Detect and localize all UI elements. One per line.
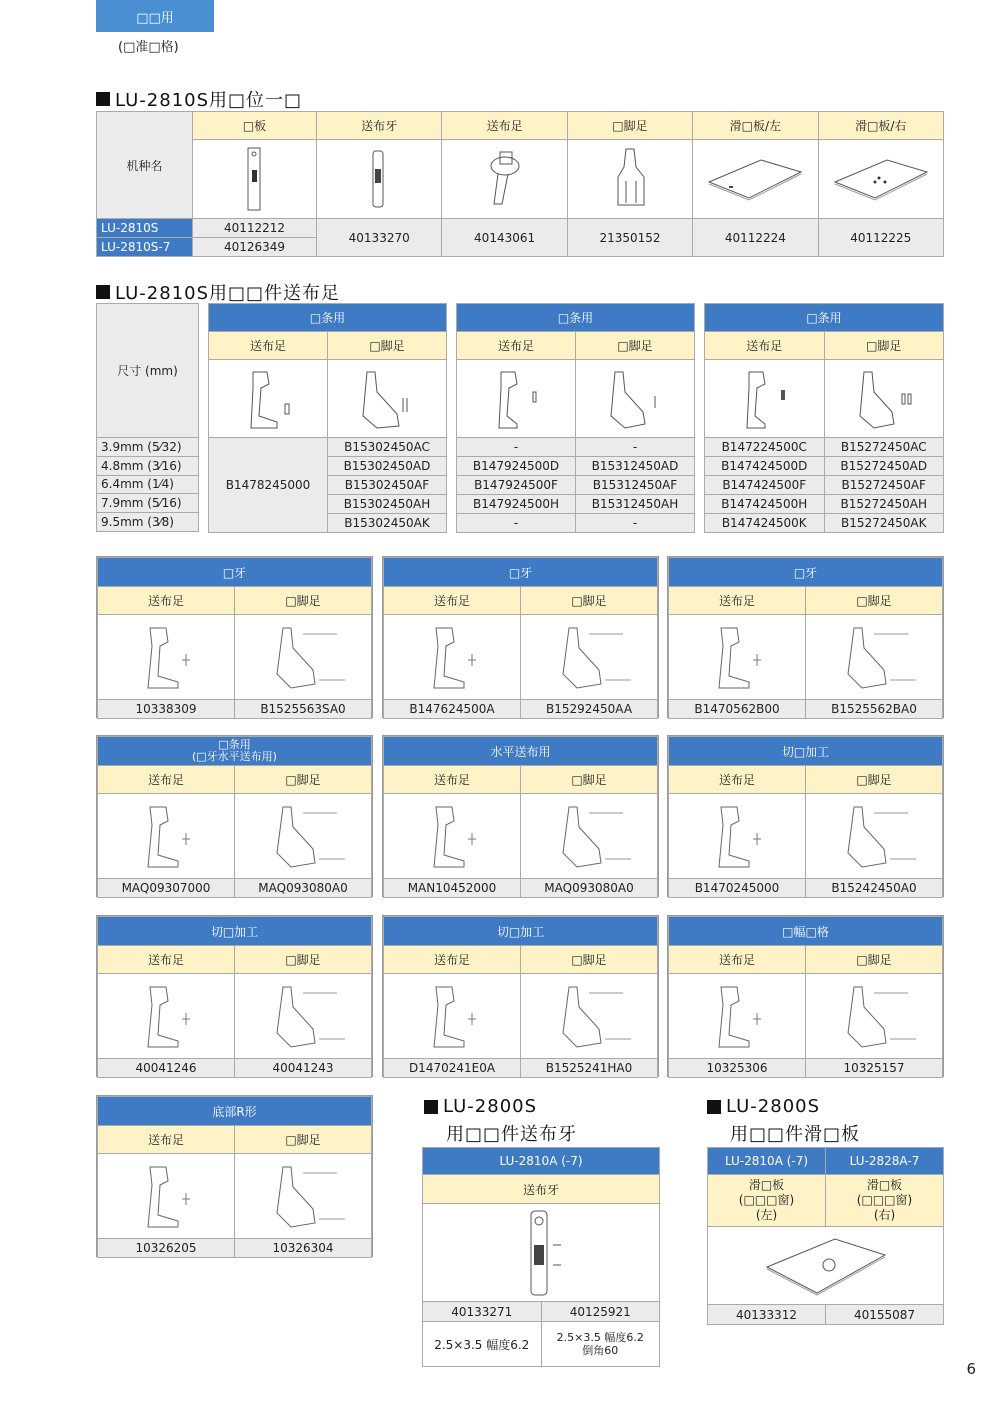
presser-foot-drawing bbox=[521, 794, 658, 879]
part-card bbox=[382, 735, 659, 897]
part-number: B1525562BA0 bbox=[806, 700, 943, 719]
card-title: 水平送布用 bbox=[384, 737, 658, 766]
presser-foot-drawing bbox=[567, 140, 692, 219]
col-header: 送布足 bbox=[98, 946, 235, 974]
feed-foot-drawing bbox=[669, 794, 806, 879]
card-title: □条用 (□牙水平送布用) bbox=[98, 737, 372, 766]
col-header: □脚足 bbox=[567, 112, 692, 140]
col-header: 滑□板/左 bbox=[693, 112, 818, 140]
part-number: B147624500A bbox=[384, 700, 521, 719]
part-number: B15272450AC bbox=[824, 438, 944, 457]
part-number: MAQ09307000 bbox=[98, 879, 235, 898]
section1-title: LU-2810S用□位一□ bbox=[96, 86, 302, 112]
model-name: LU-2810S bbox=[97, 219, 193, 238]
part-number: B15272450AD bbox=[824, 457, 944, 476]
part-number: D1470241E0A bbox=[384, 1059, 521, 1078]
part-number: B1478245000 bbox=[209, 438, 328, 533]
feed-foot-drawing bbox=[669, 974, 806, 1059]
part-card bbox=[667, 556, 944, 718]
col-header: □脚足 bbox=[521, 946, 658, 974]
part-card bbox=[382, 915, 659, 1077]
part-card bbox=[667, 915, 944, 1077]
card-title: 切□加工 bbox=[384, 917, 658, 946]
part-number: 40126349 bbox=[193, 238, 317, 257]
part-number: 10325306 bbox=[669, 1059, 806, 1078]
presser-foot-drawing bbox=[806, 615, 943, 700]
welt-group-2 bbox=[456, 303, 695, 533]
feed-foot-drawing bbox=[384, 794, 521, 879]
spec-note: 2.5×3.5 幅度6.2 倒角60 bbox=[541, 1322, 660, 1367]
part-number: B15312450AD bbox=[576, 457, 695, 476]
col-header: 滑□板 (□□□窗) (左) bbox=[708, 1175, 826, 1227]
part-number: B147424500D bbox=[705, 457, 825, 476]
feed-foot-drawing bbox=[209, 360, 328, 438]
card-table bbox=[383, 916, 658, 1078]
part-card bbox=[96, 556, 373, 718]
presser-foot-drawing bbox=[235, 1154, 372, 1239]
model-name: LU-2810S-7 bbox=[97, 238, 193, 257]
part-number: B15272450AH bbox=[824, 495, 944, 514]
category-tag: □□用 bbox=[96, 0, 214, 32]
col-header: □脚足 bbox=[235, 1126, 372, 1154]
size-row: 6.4mm (1⁄4) bbox=[97, 475, 199, 494]
part-card bbox=[96, 915, 373, 1077]
part-number: 10325157 bbox=[806, 1059, 943, 1078]
col-header: 送布足 bbox=[209, 332, 328, 360]
col-header: 送布足 bbox=[98, 766, 235, 794]
part-number: - bbox=[457, 514, 576, 533]
col-header: 送布足 bbox=[705, 332, 825, 360]
part-number: B15302450AF bbox=[328, 476, 447, 495]
col-header: 送布足 bbox=[384, 766, 521, 794]
card-table bbox=[97, 736, 372, 898]
card-table bbox=[383, 736, 658, 898]
feed-foot-drawing bbox=[98, 974, 235, 1059]
size-row: 3.9mm (5⁄32) bbox=[97, 438, 199, 457]
part-number: 40133271 bbox=[423, 1302, 542, 1322]
card-title: 底部R形 bbox=[98, 1097, 372, 1126]
section4-title-line2: 用□□件滑□板 bbox=[730, 1124, 861, 1145]
part-number: 40143061 bbox=[442, 219, 567, 257]
square-bullet-icon bbox=[96, 92, 110, 106]
part-number: B15312450AH bbox=[576, 495, 695, 514]
section1-table bbox=[96, 111, 944, 257]
part-card bbox=[96, 735, 373, 897]
model-name: LU-2828A-7 bbox=[826, 1148, 944, 1175]
card-title: □幅□格 bbox=[669, 917, 943, 946]
card-title: □牙 bbox=[384, 558, 658, 587]
col-header: □脚足 bbox=[806, 946, 943, 974]
part-number: B147924500D bbox=[457, 457, 576, 476]
part-number: 40041246 bbox=[98, 1059, 235, 1078]
model-name: LU-2810A (-7) bbox=[708, 1148, 826, 1175]
group-title: □条用 bbox=[209, 304, 447, 332]
feed-dog-drawing bbox=[317, 140, 442, 219]
part-number: B15312450AF bbox=[576, 476, 695, 495]
col-header: 滑□板/右 bbox=[818, 112, 943, 140]
model-name: LU-2810A (-7) bbox=[423, 1148, 660, 1175]
size-row: 9.5mm (3⁄8) bbox=[97, 513, 199, 532]
presser-foot-drawing bbox=[824, 360, 944, 438]
feed-foot-drawing bbox=[384, 615, 521, 700]
section4-table bbox=[707, 1147, 944, 1325]
part-card bbox=[667, 735, 944, 897]
col-header: □脚足 bbox=[235, 587, 372, 615]
col-header: □脚足 bbox=[806, 587, 943, 615]
col-header: □脚足 bbox=[521, 587, 658, 615]
col-header: □脚足 bbox=[521, 766, 658, 794]
page-number: 6 bbox=[966, 1360, 976, 1378]
square-bullet-icon bbox=[424, 1100, 438, 1114]
part-number: 40112224 bbox=[693, 219, 818, 257]
presser-foot-drawing bbox=[235, 974, 372, 1059]
col-header: 送布足 bbox=[98, 587, 235, 615]
part-number: 40125921 bbox=[541, 1302, 660, 1322]
feed-foot-drawing bbox=[669, 615, 806, 700]
welt-group-3 bbox=[704, 303, 944, 533]
throat-plate-drawing bbox=[193, 140, 317, 219]
presser-foot-drawing bbox=[521, 974, 658, 1059]
part-number: 40041243 bbox=[235, 1059, 372, 1078]
part-number: B147424500F bbox=[705, 476, 825, 495]
part-number: 40112212 bbox=[193, 219, 317, 238]
part-number: - bbox=[576, 514, 695, 533]
part-number: B15242450A0 bbox=[806, 879, 943, 898]
part-card bbox=[96, 1095, 373, 1257]
part-number: 10326205 bbox=[98, 1239, 235, 1258]
group-title: □条用 bbox=[457, 304, 695, 332]
card-table bbox=[668, 557, 943, 719]
part-number: B15302450AH bbox=[328, 495, 447, 514]
section3-table bbox=[422, 1147, 660, 1367]
part-number: B15292450AA bbox=[521, 700, 658, 719]
part-number: 10338309 bbox=[98, 700, 235, 719]
part-number: B147424500H bbox=[705, 495, 825, 514]
col-header: 送布足 bbox=[669, 946, 806, 974]
col-header: □脚足 bbox=[328, 332, 447, 360]
part-number: 40155087 bbox=[826, 1305, 944, 1325]
col-header: 送布足 bbox=[669, 587, 806, 615]
welt-group-1 bbox=[208, 303, 447, 533]
col-header: 送布足 bbox=[384, 946, 521, 974]
size-header: 尺寸 (mm) bbox=[97, 304, 199, 438]
presser-foot-drawing bbox=[806, 794, 943, 879]
feed-foot-drawing bbox=[442, 140, 567, 219]
feed-foot-drawing bbox=[457, 360, 576, 438]
part-number: B147924500F bbox=[457, 476, 576, 495]
col-header: □脚足 bbox=[824, 332, 944, 360]
section2-title: LU-2810S用□□件送布足 bbox=[96, 279, 340, 305]
card-title: 切□加工 bbox=[98, 917, 372, 946]
part-number: B147224500C bbox=[705, 438, 825, 457]
presser-foot-drawing bbox=[576, 360, 695, 438]
feed-foot-drawing bbox=[98, 1154, 235, 1239]
slide-plate-left-drawing bbox=[693, 140, 818, 219]
col-header: □板 bbox=[193, 112, 317, 140]
col-header: □脚足 bbox=[235, 766, 372, 794]
card-table bbox=[668, 916, 943, 1078]
feed-foot-drawing bbox=[705, 360, 825, 438]
part-number: B1470245000 bbox=[669, 879, 806, 898]
part-number: B15302450AK bbox=[328, 514, 447, 533]
presser-foot-drawing bbox=[235, 794, 372, 879]
part-number: B147924500H bbox=[457, 495, 576, 514]
col-header: 送布足 bbox=[384, 587, 521, 615]
col-header: 送布足 bbox=[669, 766, 806, 794]
part-number: B1470562B00 bbox=[669, 700, 806, 719]
spec-label: (□准□格) bbox=[118, 40, 179, 55]
feed-foot-drawing bbox=[98, 794, 235, 879]
part-number: 40112225 bbox=[818, 219, 943, 257]
part-number: B15302450AD bbox=[328, 457, 447, 476]
presser-foot-drawing bbox=[328, 360, 447, 438]
part-number: 21350152 bbox=[567, 219, 692, 257]
card-title: 切□加工 bbox=[669, 737, 943, 766]
col-header: □脚足 bbox=[806, 766, 943, 794]
part-number: MAQ093080A0 bbox=[521, 879, 658, 898]
square-bullet-icon bbox=[96, 285, 110, 299]
square-bullet-icon bbox=[707, 1100, 721, 1114]
spec-note: 2.5×3.5 幅度6.2 bbox=[423, 1322, 542, 1367]
part-number: MAQ093080A0 bbox=[235, 879, 372, 898]
part-card bbox=[382, 556, 659, 718]
card-table bbox=[97, 557, 372, 719]
card-table bbox=[97, 1096, 372, 1258]
part-number: B15272450AK bbox=[824, 514, 944, 533]
part-number: B15272450AF bbox=[824, 476, 944, 495]
card-table bbox=[668, 736, 943, 898]
group-title: □条用 bbox=[705, 304, 944, 332]
part-number: 10326304 bbox=[235, 1239, 372, 1258]
part-number: B15302450AC bbox=[328, 438, 447, 457]
col-header: 送布牙 bbox=[423, 1175, 660, 1204]
col-header: 滑□板 (□□□窗) (右) bbox=[826, 1175, 944, 1227]
part-number: B147424500K bbox=[705, 514, 825, 533]
part-number: 40133312 bbox=[708, 1305, 826, 1325]
feed-dog-drawing bbox=[423, 1204, 660, 1302]
part-number: - bbox=[457, 438, 576, 457]
col-header: 送布足 bbox=[457, 332, 576, 360]
card-table bbox=[97, 916, 372, 1078]
part-number: B1525563SA0 bbox=[235, 700, 372, 719]
presser-foot-drawing bbox=[806, 974, 943, 1059]
model-header: 机种名 bbox=[97, 112, 193, 219]
size-table bbox=[96, 303, 199, 532]
col-header: 送布足 bbox=[442, 112, 567, 140]
part-number: 40133270 bbox=[317, 219, 442, 257]
slide-plate-drawing bbox=[708, 1227, 944, 1305]
section3-title-line2: 用□□件送布牙 bbox=[446, 1124, 578, 1145]
size-row: 7.9mm (5⁄16) bbox=[97, 494, 199, 513]
part-number: MAN10452000 bbox=[384, 879, 521, 898]
section3-title-line1: LU-2800S bbox=[424, 1096, 537, 1117]
presser-foot-drawing bbox=[235, 615, 372, 700]
feed-foot-drawing bbox=[384, 974, 521, 1059]
slide-plate-right-drawing bbox=[818, 140, 943, 219]
col-header: 送布足 bbox=[98, 1126, 235, 1154]
col-header: □脚足 bbox=[235, 946, 372, 974]
feed-foot-drawing bbox=[98, 615, 235, 700]
card-title: □牙 bbox=[669, 558, 943, 587]
section4-title-line1: LU-2800S bbox=[707, 1096, 820, 1117]
col-header: 送布牙 bbox=[317, 112, 442, 140]
presser-foot-drawing bbox=[521, 615, 658, 700]
part-number: - bbox=[576, 438, 695, 457]
col-header: □脚足 bbox=[576, 332, 695, 360]
card-table bbox=[383, 557, 658, 719]
part-number: B1525241HA0 bbox=[521, 1059, 658, 1078]
size-row: 4.8mm (3⁄16) bbox=[97, 456, 199, 475]
card-title: □牙 bbox=[98, 558, 372, 587]
